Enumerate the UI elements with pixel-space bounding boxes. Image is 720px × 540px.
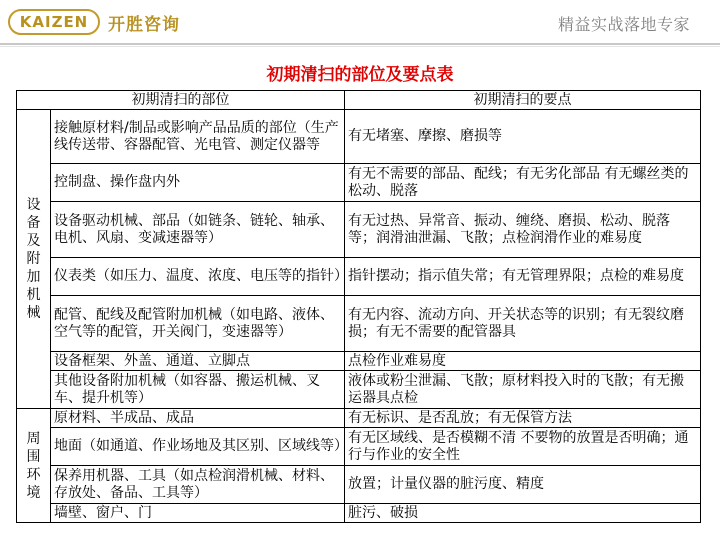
points-cell: 液体或粉尘泄漏、飞散；原材料投入时的飞散；有无搬运器具点检 (345, 371, 701, 409)
part-cell: 其他设备附加机械（如容器、搬运机械、叉车、提升机等） (51, 371, 345, 409)
table-row (17, 164, 701, 202)
category-label: 设备及附加机械 (26, 197, 41, 321)
header-divider (0, 43, 720, 45)
column-header-points: 初期清扫的要点 (345, 91, 701, 110)
column-header-part: 初期清扫的部位 (17, 91, 345, 110)
category-label: 周围环境 (26, 430, 41, 501)
points-cell: 脏污、破损 (345, 504, 701, 523)
part-cell: 地面（如通道、作业场地及其区别、区域线等） (51, 428, 345, 466)
logo-chinese-name: 开胜咨询 (108, 14, 180, 35)
points-cell: 点检作业难易度 (345, 352, 701, 371)
table-row (17, 466, 701, 504)
slogan: 精益实战落地专家 (557, 15, 690, 34)
table-row (17, 296, 701, 352)
table-row (17, 428, 701, 466)
part-cell: 设备框架、外盖、通道、立脚点 (51, 352, 345, 371)
table-row (17, 202, 701, 258)
table-row (17, 504, 701, 523)
part-cell: 墙壁、窗户、门 (51, 504, 345, 523)
part-cell: 配管、配线及配管附加机械（如电路、液体、空气等的配管，开关阀门，变速器等） (51, 296, 345, 352)
points-cell: 有无区域线、是否模糊不清 不要物的放置是否明确；通行与作业的安全性 (345, 428, 701, 466)
points-cell: 有无堵塞、摩擦、磨损等 (345, 110, 701, 164)
points-cell: 放置；计量仪器的脏污度、精度 (345, 466, 701, 504)
cleaning-points-table (16, 90, 701, 523)
category-cell (17, 409, 51, 523)
header (0, 0, 720, 42)
part-cell: 设备驱动机械、部品（如链条、链轮、轴承、电机、风扇、变减速器等） (51, 202, 345, 258)
company-logo (8, 6, 180, 38)
category-cell (17, 110, 51, 409)
table-row (17, 409, 701, 428)
page-title: 初期清扫的部位及要点表 (266, 65, 454, 85)
table-row (17, 371, 701, 409)
points-cell: 有无不需要的部品、配线；有无劣化部品 有无螺丝类的松动、脱落 (345, 164, 701, 202)
table-row (17, 258, 701, 296)
part-cell: 仪表类（如压力、温度、浓度、电压等的指针） (51, 258, 345, 296)
points-cell: 有无内容、流动方向、开关状态等的识别；有无裂纹磨损；有无不需要的配管器具 (345, 296, 701, 352)
part-cell: 保养用机器、工具（如点检润滑机械、材料、存放处、备品、工具等） (51, 466, 345, 504)
part-cell: 原材料、半成品、成品 (51, 409, 345, 428)
header-divider-light (0, 46, 720, 47)
table-row (17, 352, 701, 371)
part-cell: 接触原材料/制品或影响产品品质的部位（生产线传送带、容器配管、光电管、测定仪器等 (51, 110, 345, 164)
points-cell: 有无过热、异常音、振动、缠绕、磨损、松动、脱落等；润滑油泄漏、飞散；点检润滑作业的难易度 (345, 202, 701, 258)
points-cell: 指针摆动；指示值失常；有无管理界限；点检的难易度 (345, 258, 701, 296)
table-row (17, 110, 701, 164)
table-header-row (17, 91, 701, 110)
part-cell: 控制盘、操作盘内外 (51, 164, 345, 202)
logo-badge: KAIZEN (8, 9, 100, 35)
points-cell: 有无标识、是否乱放；有无保管方法 (345, 409, 701, 428)
